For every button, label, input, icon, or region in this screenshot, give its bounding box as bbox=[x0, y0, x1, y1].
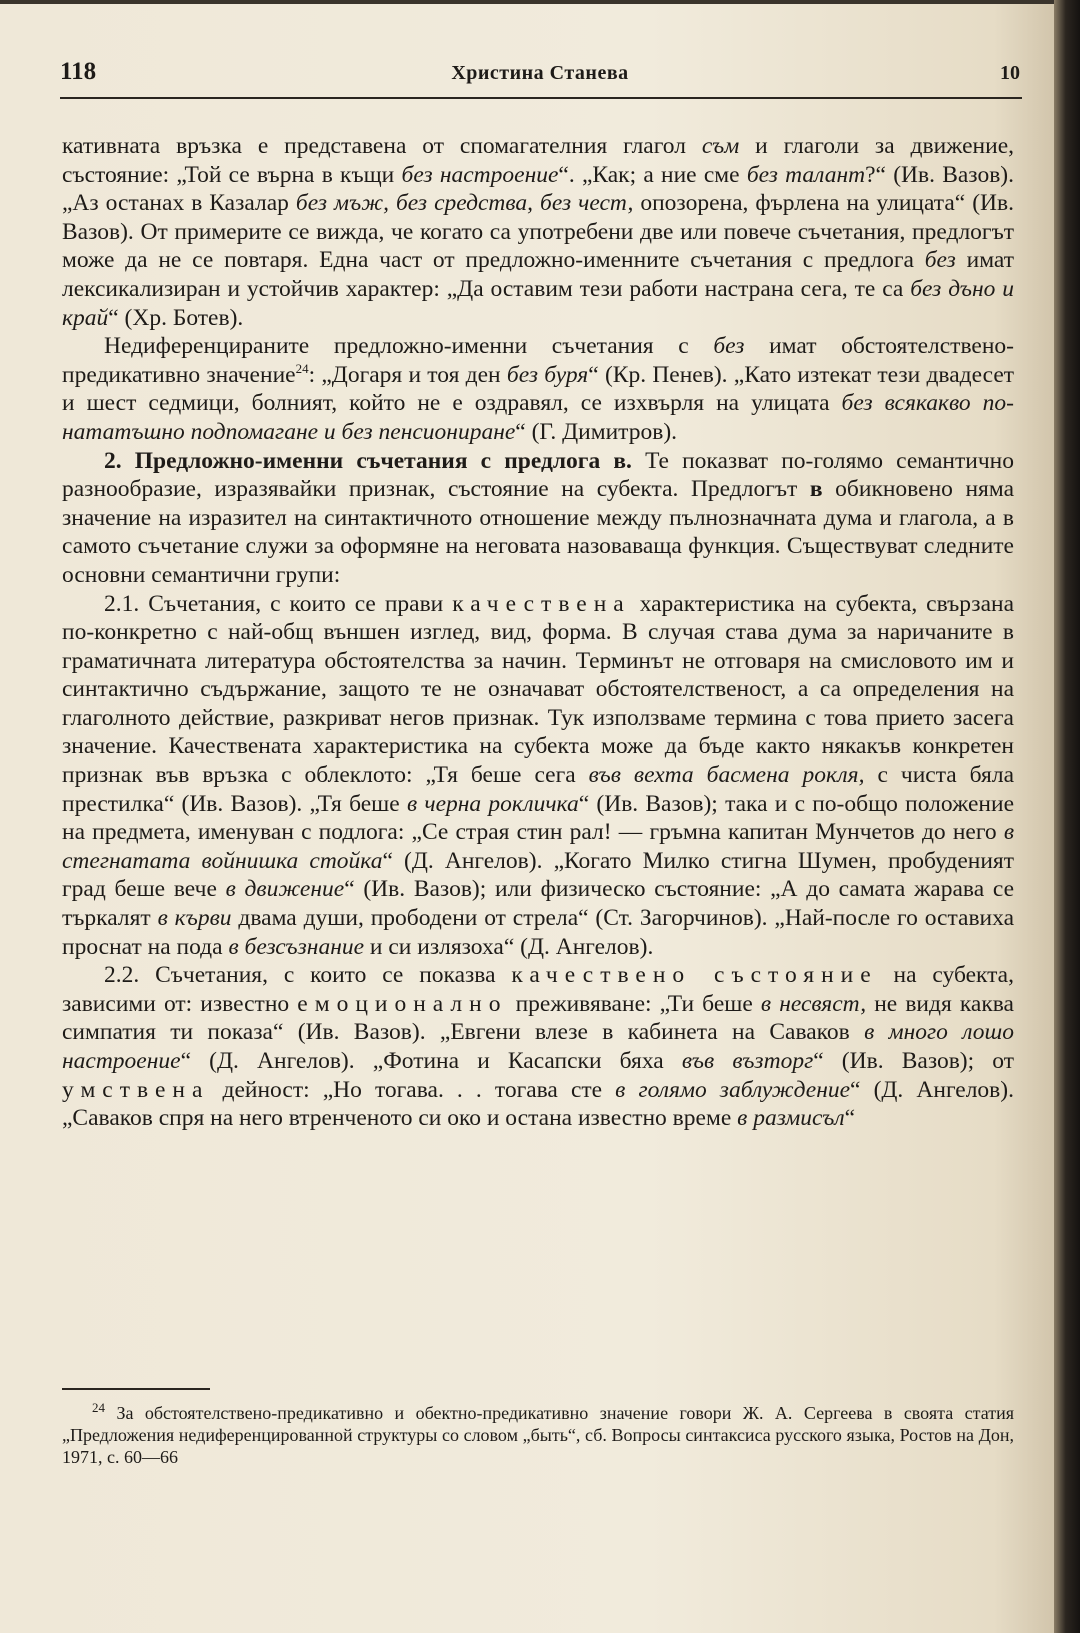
body-text bbox=[62, 132, 1014, 1133]
paragraph-2: Недиференцираните предложно-именни съчетания с без имат обстоятелствено-предикативно значение$^{24}$: „Догаря и тоя ден без буря“ (Кр. Пенев). „Като изтекат тези двадесет и шест седмици, болният, който не е оздравял, се изхвърля на улицата без всякакво по-нататъшно подпомагане и без пенсиониране“ (Г. Димитров). bbox=[62, 333, 1015, 445]
page-number: 118 bbox=[60, 58, 97, 85]
paragraph-2-1: 2.1. Съчетания, с които се прави качествена характеристика на субекта, свързана по-конкретно с най-общ външен изглед, вид, форма. В случая става дума за наричаните в граматичната литература обстоятелства за начин. Терминът не отговаря на смисловото им и синтактично съдържание, защото те не означават обстоятелственост, а са определения на глаголното действие, разкриват негов признак. Тук използваме термина с това прието засега значение. Качествената характеристика на субекта може да бъде както някакъв конкретен признак във връзка с облеклото: „Тя беше сега във вехта басмена рокля, с чиста бяла престилка“ (Ив. Вазов). „Тя беше в черна рокличка“ (Ив. Вазов); така и с по-общо положение на предмета, именуван с подлога: „Се страя стин рал! — гръмна капитан Мунчетов до него в стегнатата войнишка стойка“ (Д. Ангелов). „Когато Милко стигна Шумен, пробуденият град беше вече в движение“ (Ив. Вазов); или физическо състояние: „А до самата жарава се търкалят в кърви двама души, прободени от стрела“ (Ст. Загорчинов). „Най-после го оставиха проснат на пода в безсъзнание и си излязоха“ (Д. Ангелов). bbox=[62, 590, 1015, 960]
running-header bbox=[60, 58, 1020, 94]
header-rule bbox=[60, 97, 1022, 99]
footnote-24: $^{24}$ За обстоятелствено-предикативно и обектно-предикативно значение говори Ж. А. Сергеева в своята статия „Предложения недиференцированной структуры со словом „быть“, сб. Вопросы синтаксиса русского языка, Ростов на Дон, 1971, с. 60—66 bbox=[62, 1400, 1015, 1467]
book-spine-shadow bbox=[1054, 0, 1080, 1633]
footnote-ref: 24 bbox=[295, 360, 309, 376]
running-title-author: Христина Станева bbox=[451, 62, 629, 84]
top-edge bbox=[0, 0, 1080, 4]
section-heading-2: 2. Предложно-именни съчетания с предлога в. bbox=[104, 447, 632, 474]
paragraph-1: кативната връзка е представена от спомагателния глагол съм и глаголи за движение, състояние: „Той се върна в къщи без настроение“. „Как; а ние сме без талант?“ (Ив. Вазов). „Аз останах в Казалар без мъж, без средства, без чест, опозорена, фърлена на улицата“ (Ив. Вазов). От примерите се вижда, че когато са употребени две или повече съчетания, предлогът може да не се повтаря. Една част от предложно-именните съчетания с предлога без имат лексикализиран и устойчив характер: „Да оставим тези работи настрана сега, те са без дъно и край“ (Хр. Ботев). bbox=[62, 133, 1015, 331]
footnote-rule bbox=[62, 1388, 210, 1390]
footnote-mark: 24 bbox=[92, 1400, 105, 1415]
paragraph-2-2: 2.2. Съчетания, с които се показва качествено състояние на субекта, зависими от: известно емоционално преживяване: „Ти беше в несвяст, не видя каква симпатия ти показа“ (Ив. Вазов). „Евгени влезе в кабинета на Саваков в много лошо настроение“ (Д. Ангелов). „Фотина и Касапски бяха във възторг“ (Ив. Вазов); от умствена дейност: „Но тогава. . . тогава сте в голямо заблуждение“ (Д. Ангелов). „Саваков спря на него втренченото си око и остана известно време в размисъл“ bbox=[62, 962, 1015, 1132]
header-right-mark: 10 bbox=[1000, 62, 1020, 84]
footnote bbox=[62, 1402, 1014, 1468]
paragraph-3: 2. Предложно-именни съчетания с предлога в. Те показват по-голямо семантично разнообразие, изразявайки признак, състояние на субекта. Предлогът в обикновено няма значение на изразител на синтактичното отношение между пълнозначната дума и глагола, а в самото съчетание служи за оформяне на неговата назоваваща функция. Съществуват следните основни семантични групи: bbox=[62, 447, 1014, 588]
